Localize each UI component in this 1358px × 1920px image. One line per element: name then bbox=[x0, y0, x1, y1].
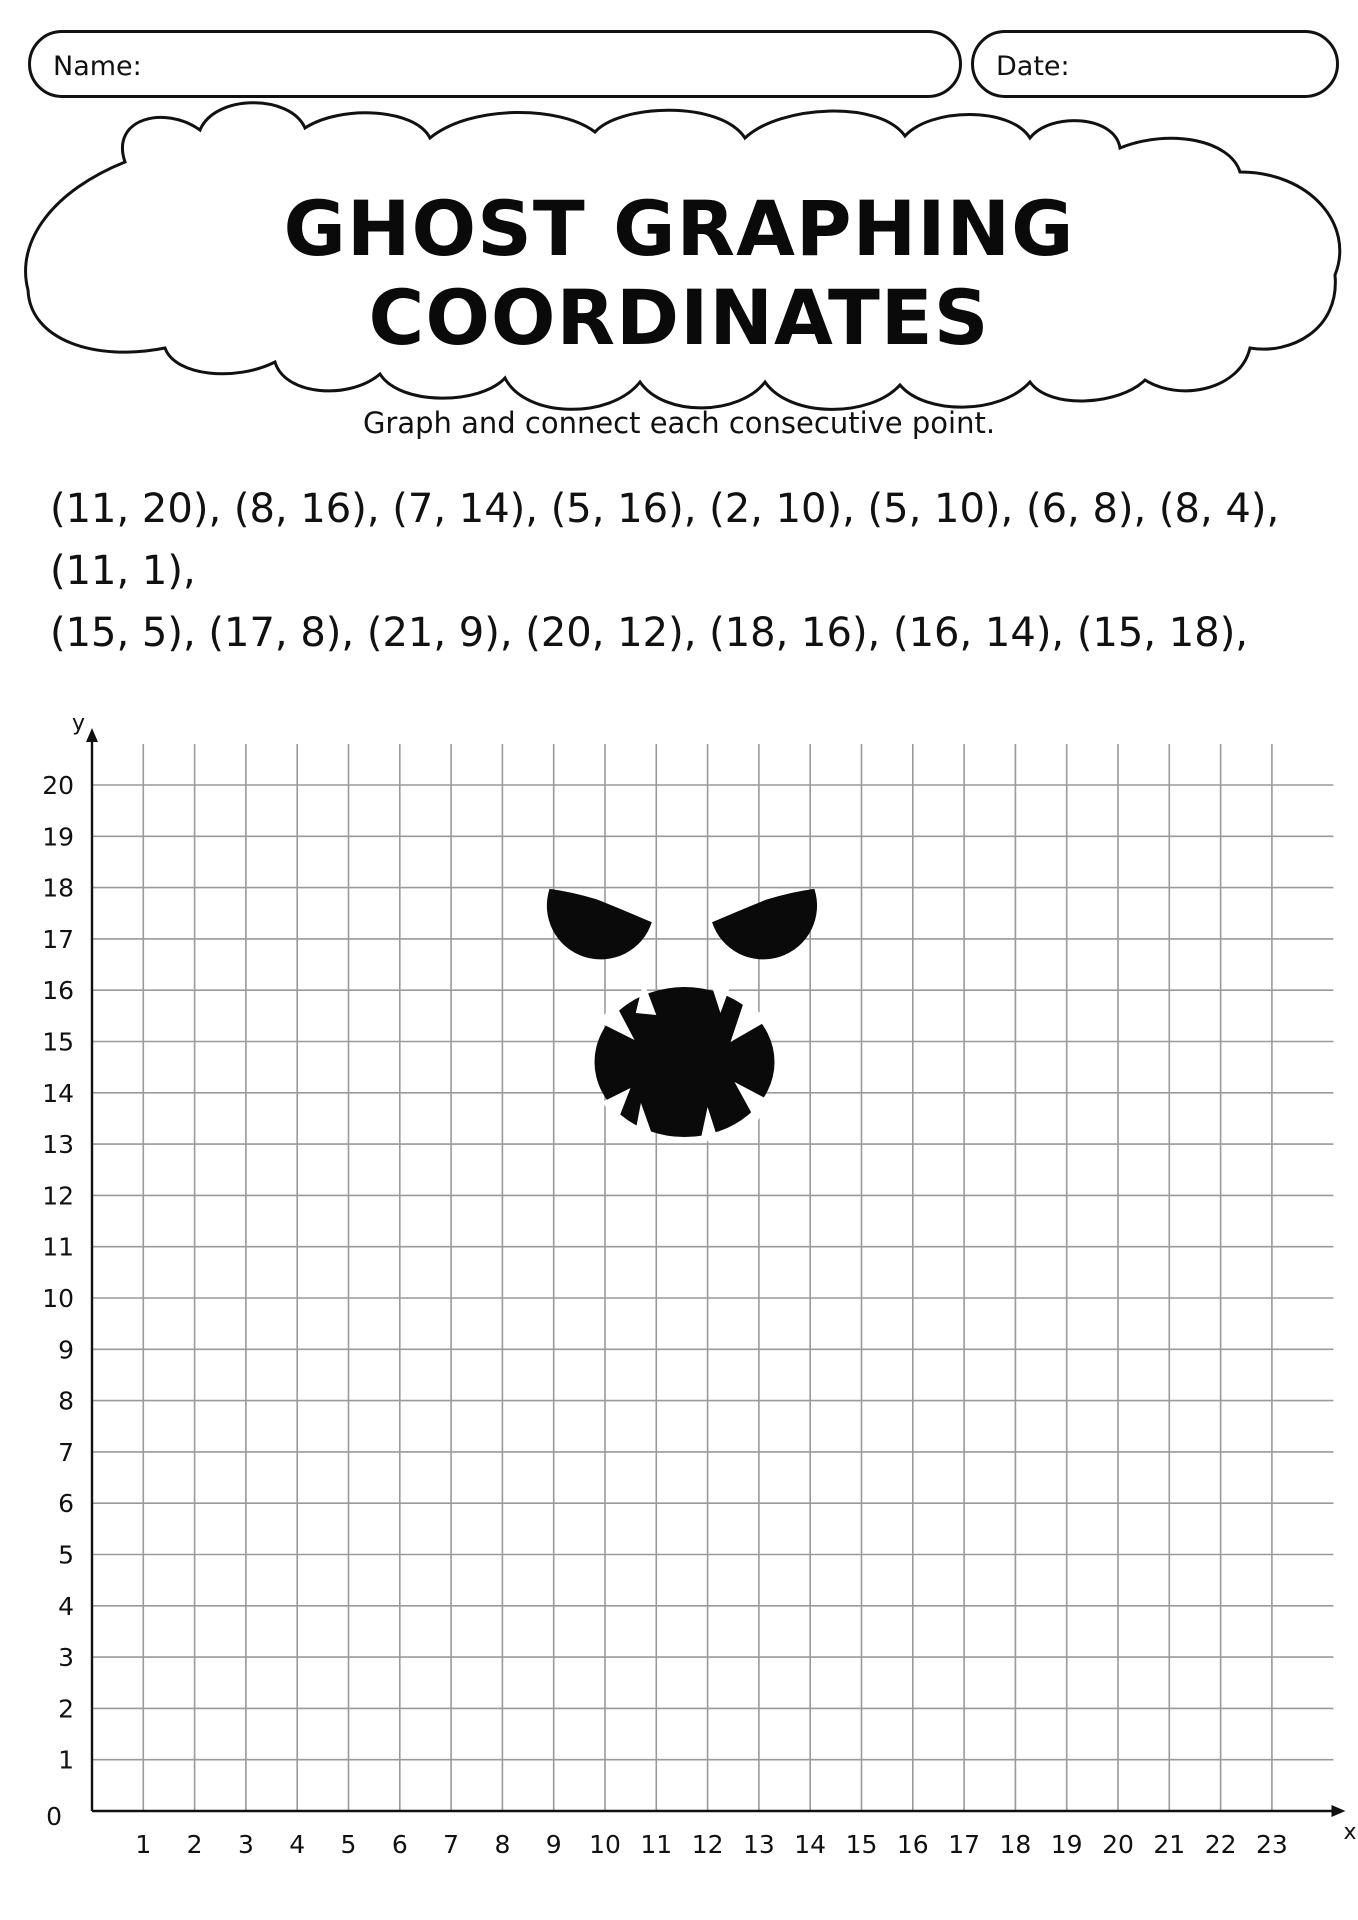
x-tick-label: 8 bbox=[494, 1830, 511, 1859]
x-tick-label: 23 bbox=[1255, 1830, 1288, 1859]
date-field[interactable] bbox=[971, 30, 1339, 98]
y-axis-label: y bbox=[72, 710, 86, 736]
y-tick-label: 1 bbox=[58, 1745, 74, 1775]
ghost-face-drawing bbox=[547, 889, 817, 1143]
x-tick-label: 21 bbox=[1153, 1830, 1186, 1859]
y-tick-labels bbox=[42, 771, 74, 1775]
y-tick-label: 10 bbox=[42, 1284, 74, 1313]
x-tick-label: 18 bbox=[999, 1830, 1032, 1859]
coordinate-grid[interactable] bbox=[0, 710, 1358, 1920]
x-tick-label: 19 bbox=[1050, 1830, 1083, 1859]
x-tick-label: 1 bbox=[135, 1830, 152, 1859]
y-tick-label: 12 bbox=[42, 1181, 74, 1211]
y-axis-arrow bbox=[86, 728, 98, 742]
y-tick-label: 2 bbox=[58, 1694, 74, 1724]
name-label: Name: bbox=[53, 51, 142, 82]
y-tick-label: 9 bbox=[58, 1335, 74, 1365]
x-tick-label: 2 bbox=[186, 1830, 203, 1859]
y-tick-label: 3 bbox=[58, 1643, 74, 1673]
y-tick-label: 4 bbox=[58, 1591, 74, 1621]
y-tick-label: 16 bbox=[42, 976, 74, 1006]
x-tick-label: 22 bbox=[1204, 1830, 1237, 1859]
x-tick-label: 15 bbox=[845, 1830, 878, 1859]
y-tick-label: 6 bbox=[58, 1489, 74, 1519]
x-axis-arrow bbox=[1331, 1805, 1345, 1817]
y-tick-label: 17 bbox=[42, 924, 74, 954]
x-tick-labels bbox=[135, 1830, 1287, 1859]
date-label: Date: bbox=[996, 51, 1070, 82]
x-tick-label: 6 bbox=[391, 1830, 408, 1859]
y-tick-label: 11 bbox=[42, 1232, 74, 1262]
x-tick-label: 12 bbox=[691, 1830, 724, 1859]
x-tick-label: 20 bbox=[1102, 1830, 1134, 1859]
coordinate-line-2: (15, 5), (17, 8), (21, 9), (20, 12), (18, 16), (16, 14), (15, 18), bbox=[50, 610, 1249, 656]
axes bbox=[46, 711, 1356, 1845]
instruction-text: Graph and connect each consecutive point. bbox=[362, 406, 996, 440]
x-tick-label: 14 bbox=[794, 1830, 827, 1859]
y-tick-label: 19 bbox=[42, 822, 74, 852]
x-axis-label: x bbox=[1343, 1820, 1357, 1845]
x-tick-label: 4 bbox=[289, 1830, 306, 1859]
name-field[interactable] bbox=[28, 30, 962, 98]
x-tick-label: 5 bbox=[340, 1830, 357, 1859]
worksheet-title: GHOST GRAPHING COORDINATES bbox=[283, 184, 1075, 362]
x-tick-label: 11 bbox=[640, 1830, 673, 1859]
y-tick-label: 20 bbox=[42, 771, 74, 800]
x-tick-label: 7 bbox=[443, 1830, 460, 1859]
x-tick-label: 16 bbox=[896, 1830, 929, 1859]
left-eye bbox=[547, 889, 652, 960]
x-tick-label: 9 bbox=[545, 1830, 562, 1859]
x-tick-label: 13 bbox=[742, 1830, 775, 1859]
grid-lines bbox=[92, 744, 1333, 1811]
x-tick-label: 17 bbox=[948, 1830, 981, 1859]
y-tick-label: 5 bbox=[58, 1540, 74, 1570]
y-tick-label: 7 bbox=[58, 1437, 74, 1467]
y-tick-label: 15 bbox=[42, 1027, 74, 1057]
origin-label: 0 bbox=[46, 1802, 62, 1831]
right-eye bbox=[712, 889, 817, 960]
y-tick-label: 13 bbox=[42, 1130, 74, 1160]
coordinate-line-1: (11, 20), (8, 16), (7, 14), (5, 16), (2, 10), (5, 10), (6, 8), (8, 4), (11, 1), bbox=[50, 486, 1280, 594]
x-tick-label: 10 bbox=[589, 1830, 621, 1859]
y-tick-label: 18 bbox=[42, 873, 74, 903]
coordinate-list bbox=[50, 478, 1330, 664]
x-tick-label: 3 bbox=[237, 1830, 254, 1859]
y-tick-label: 8 bbox=[58, 1386, 74, 1416]
y-tick-label: 14 bbox=[42, 1078, 74, 1108]
